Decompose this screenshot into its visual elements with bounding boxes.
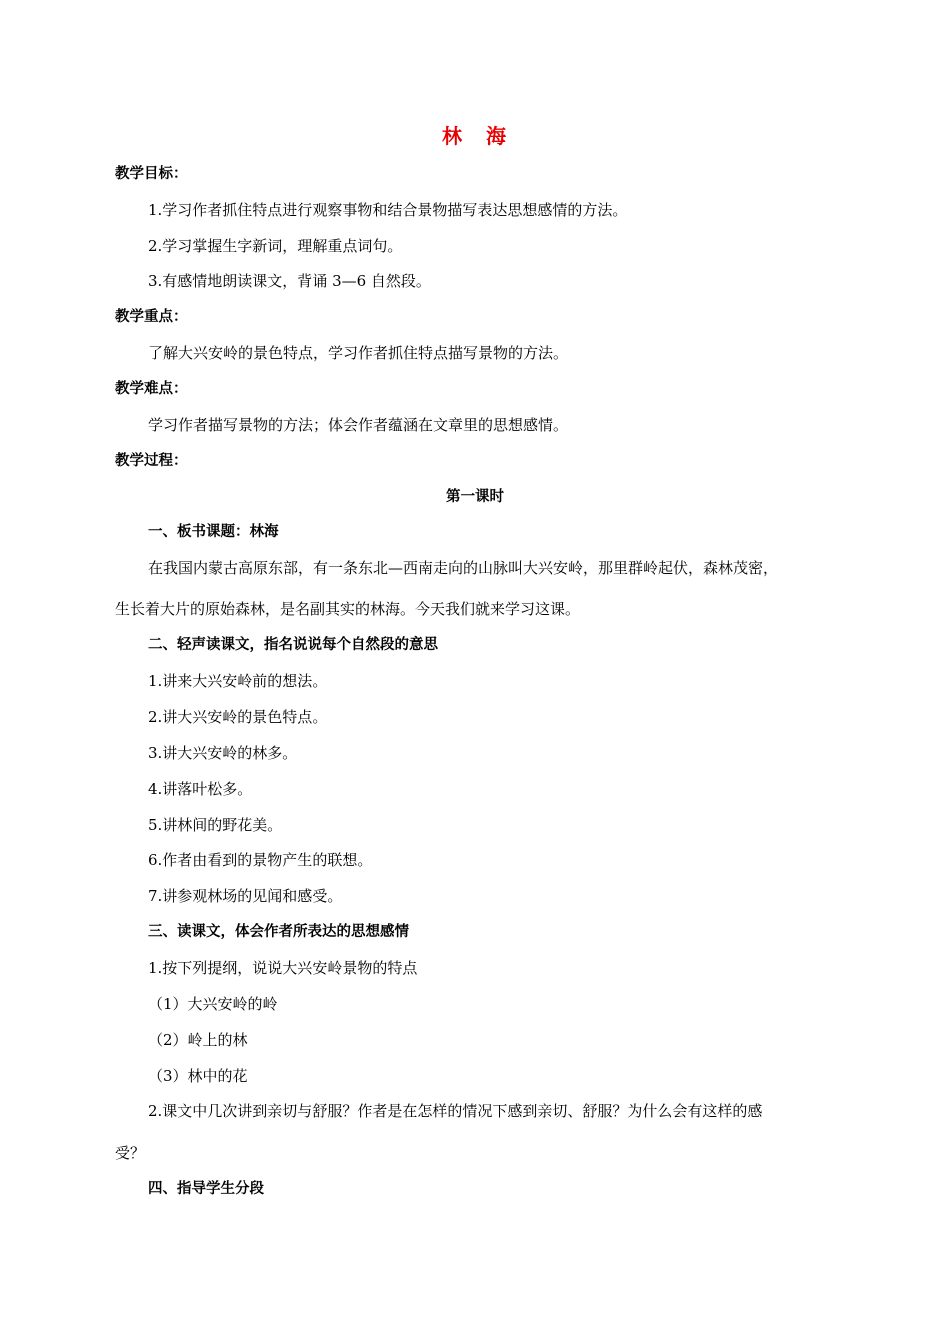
list-item: 5.讲林间的野花美。 [148, 816, 283, 834]
section-paragraph-line: 在我国内蒙古高原东部，有一条东北—西南走向的山脉叫大兴安岭，那里群岭起伏，森林茂密， [148, 559, 779, 577]
section-heading: 四、指导学生分段 [148, 1181, 264, 1197]
key-points-heading: 教学重点： [115, 309, 188, 325]
difficulties-text: 学习作者描写景物的方法；体会作者蕴涵在文章里的思想感情。 [148, 416, 569, 434]
list-item: 6.作者由看到的景物产生的联想。 [148, 851, 373, 869]
objective-item: 3.有感情地朗读课文，背诵 3—6 自然段。 [148, 272, 431, 290]
list-item: 2.讲大兴安岭的景色特点。 [148, 708, 328, 726]
question-item: 1.按下列提纲，说说大兴安岭景物的特点 [148, 959, 418, 977]
section-heading: 三、读课文，体会作者所表达的思想感情 [148, 924, 409, 940]
difficulties-heading: 教学难点： [115, 381, 188, 397]
process-heading: 教学过程： [115, 453, 188, 469]
question-item-continuation: 受？ [115, 1144, 146, 1162]
question-item: 2.课文中几次讲到亲切与舒服？作者是在怎样的情况下感到亲切、舒服？为什么会有这样的感 [148, 1102, 763, 1120]
lesson-title: 第一课时 [446, 489, 504, 505]
outline-item: （3）林中的花 [148, 1067, 248, 1085]
objective-item: 2.学习掌握生字新词，理解重点词句。 [148, 237, 403, 255]
list-item: 1.讲来大兴安岭前的想法。 [148, 672, 328, 690]
document-title: 林 海 [442, 124, 508, 148]
section-paragraph-line: 生长着大片的原始森林，是名副其实的林海。今天我们就来学习这课。 [115, 600, 581, 618]
key-points-text: 了解大兴安岭的景色特点，学习作者抓住特点描写景物的方法。 [148, 344, 569, 362]
list-item: 7.讲参观林场的见闻和感受。 [148, 887, 343, 905]
section-heading: 二、轻声读课文，指名说说每个自然段的意思 [148, 637, 438, 653]
objectives-heading: 教学目标： [115, 166, 188, 182]
outline-item: （2）岭上的林 [148, 1031, 248, 1049]
list-item: 4.讲落叶松多。 [148, 780, 253, 798]
objective-item: 1.学习作者抓住特点进行观察事物和结合景物描写表达思想感情的方法。 [148, 201, 628, 219]
list-item: 3.讲大兴安岭的林多。 [148, 744, 298, 762]
section-heading: 一、板书课题：林海 [148, 524, 279, 540]
outline-item: （1）大兴安岭的岭 [148, 995, 278, 1013]
